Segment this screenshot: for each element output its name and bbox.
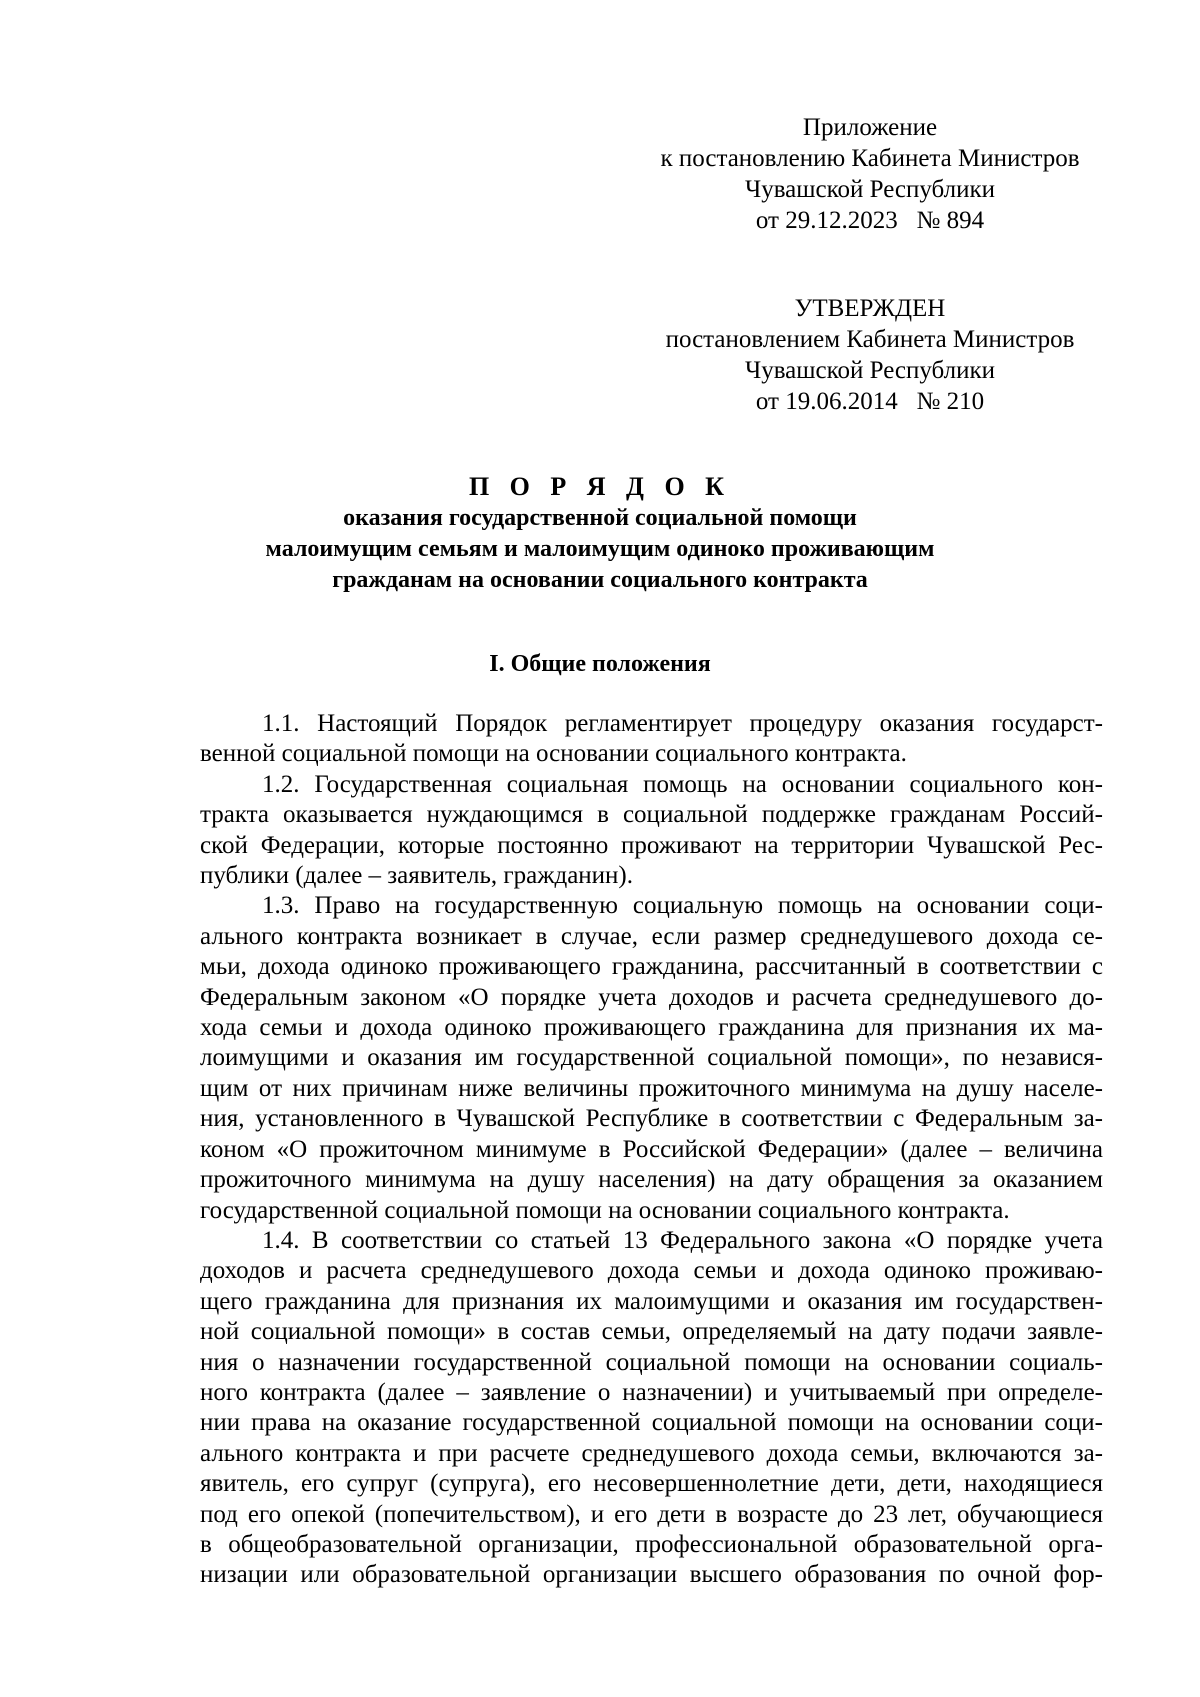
annex-line: Чувашской Республики xyxy=(744,176,996,203)
text-line: хода семьи и дохода одиноко проживающего гражданина для признания их ма- xyxy=(200,1014,1103,1042)
annex-line: к постановлению Кабинета Министров xyxy=(660,145,1080,172)
text-line: в общеобразовательной организации, профессиональной образовательной орга- xyxy=(200,1530,1103,1558)
document-title-block xyxy=(200,471,1000,596)
text-line: нии права на оказание государственной социальной помощи на основании соци- xyxy=(200,1409,1103,1437)
text-line: 1.2. Государственная социальная помощь на основании социального кон- xyxy=(262,770,1103,798)
text-line: ального контракта возникает в случае, если размер среднедушевого дохода се- xyxy=(200,922,1103,950)
document-subtitle-line: оказания государственной социальной помощи xyxy=(343,505,857,531)
paragraph-1-4 xyxy=(200,1226,1103,1591)
annex-date-number: от 29.12.2023 № 894 xyxy=(755,207,985,234)
annex-line: Приложение xyxy=(802,114,938,141)
document-title: П О Р Я Д О К xyxy=(468,472,732,501)
text-line: щим от них причинам ниже величины прожиточного минимума на душу населе- xyxy=(200,1074,1103,1102)
approval-line: постановлением Кабинета Министров xyxy=(665,326,1075,353)
approval-line: Чувашской Республики xyxy=(744,357,996,384)
approval-line: УТВЕРЖДЕН xyxy=(794,295,946,322)
text-line: венной социальной помощи на основании социального контракта. xyxy=(200,740,907,768)
text-line: тракта оказывается нуждающимся в социальной поддержке гражданам Россий- xyxy=(200,801,1103,829)
text-line: ния, установленного в Чувашской Республике в соответствии с Федеральным за- xyxy=(200,1105,1103,1133)
approval-date-number: от 19.06.2014 № 210 xyxy=(755,388,985,415)
document-subtitle-line: гражданам на основании социального контракта xyxy=(332,567,868,593)
text-line: ного контракта (далее – заявление о назначении) и учитываемый при определе- xyxy=(200,1378,1103,1406)
approval-stamp xyxy=(590,293,1150,417)
text-line: публики (далее – заявитель, гражданин). xyxy=(200,862,634,890)
text-line: 1.4. В соответствии со статьей 13 Федерального закона «О порядке учета xyxy=(262,1226,1103,1254)
text-line: Федеральным законом «О порядке учета доходов и расчета среднедушевого до- xyxy=(200,983,1103,1011)
section-heading: I. Общие положения xyxy=(489,651,711,677)
paragraph-1-3 xyxy=(200,891,1103,1225)
text-line: щего гражданина для признания их малоимущими и оказания им государствен- xyxy=(200,1287,1103,1315)
text-line: 1.1. Настоящий Порядок регламентирует процедуру оказания государст- xyxy=(262,710,1103,737)
text-line: прожиточного минимума на душу населения) на дату обращения за оказанием xyxy=(200,1166,1103,1194)
text-line: доходов и расчета среднедушевого дохода семьи и дохода одиноко проживаю- xyxy=(200,1257,1103,1285)
text-line: государственной социальной помощи на основании социального контракта. xyxy=(200,1196,1010,1224)
body-text xyxy=(200,709,1103,1591)
text-line: коном «О прожиточном минимуме в Российской Федерации» (далее – величина xyxy=(200,1135,1103,1163)
annex-stamp xyxy=(590,112,1150,236)
text-line: ния о назначении государственной социальной помощи на основании социаль- xyxy=(200,1348,1103,1376)
text-line: ской Федерации, которые постоянно проживают на территории Чувашской Рес- xyxy=(200,831,1103,859)
paragraph-1-1 xyxy=(200,709,1103,770)
text-line: под его опекой (попечительством), и его дети в возрасте до 23 лет, обучающиеся xyxy=(200,1500,1103,1528)
text-line: ной социальной помощи» в состав семьи, определяемый на дату подачи заявле- xyxy=(200,1318,1103,1346)
text-line: 1.3. Право на государственную социальную помощь на основании соци- xyxy=(262,892,1103,920)
document-subtitle-line: малоимущим семьям и малоимущим одиноко проживающим xyxy=(265,536,935,562)
paragraph-1-2 xyxy=(200,770,1103,892)
text-line: ального контракта и при расчете среднедушевого дохода семьи, включаются за- xyxy=(200,1439,1103,1467)
text-line: низации или образовательной организации высшего образования по очной фор- xyxy=(200,1561,1103,1589)
text-line: явитель, его супруг (супруга), его несовершеннолетние дети, дети, находящиеся xyxy=(200,1470,1103,1498)
text-line: мьи, дохода одиноко проживающего гражданина, рассчитанный в соответствии с xyxy=(200,953,1103,981)
text-line: лоимущими и оказания им государственной социальной помощи», по независя- xyxy=(200,1044,1103,1072)
